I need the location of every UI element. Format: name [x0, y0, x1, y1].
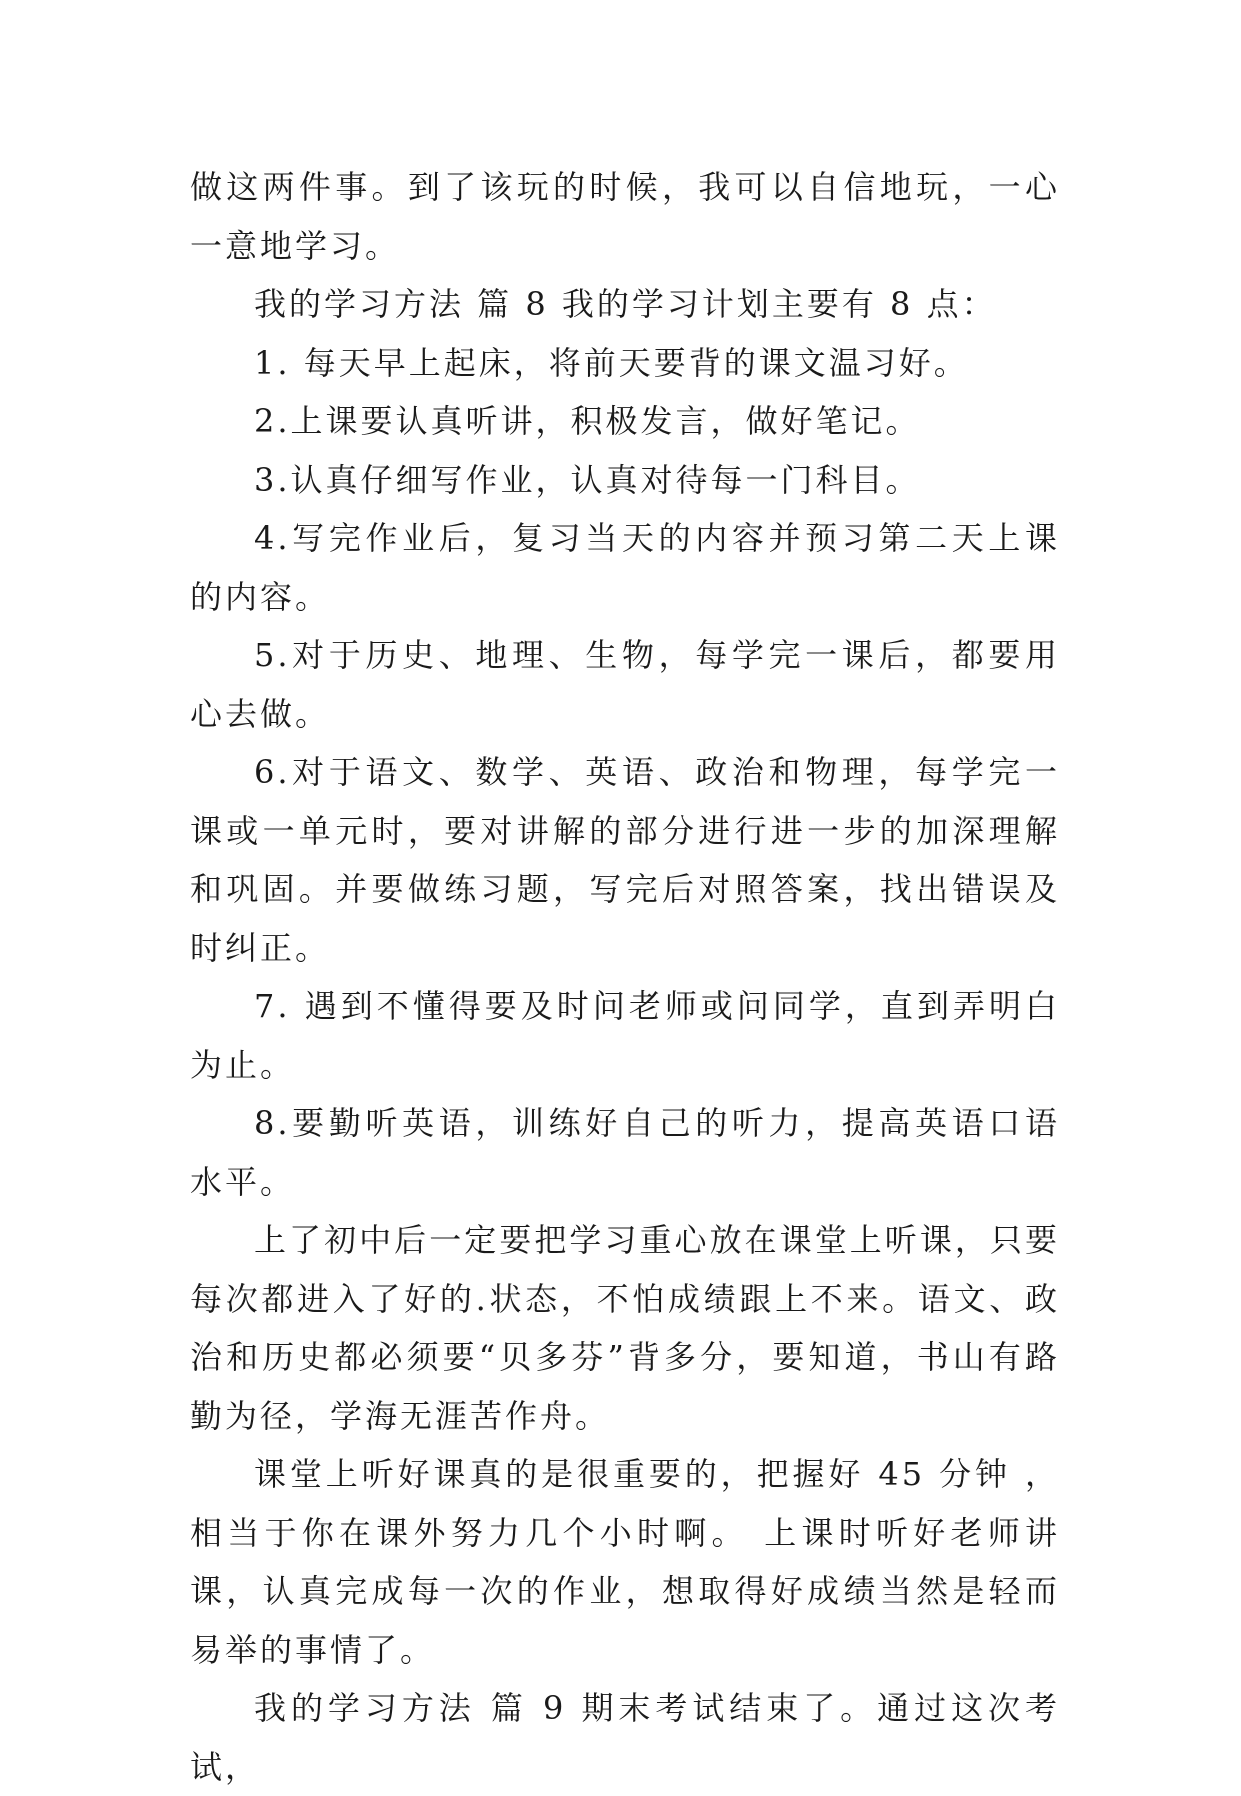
section-heading-paragraph: 我的学习方法 篇 9 期末考试结束了。通过这次考试， [190, 1689, 1060, 1786]
list-item: 1. 每天早上起床，将前天要背的课文温习好。 [254, 343, 969, 382]
list-item: 5.对于历史、地理、生物，每学完一课后，都要用心去做。 [190, 636, 1060, 733]
list-item: 8.要勤听英语，训练好自己的听力，提高英语口语水平。 [190, 1104, 1060, 1201]
list-item: 7. 遇到不懂得要及时问老师或问同学，直到弄明白为止。 [190, 987, 1060, 1084]
paragraph: 课堂上听好课真的是很重要的，把握好 45 分钟 ，相当于你在课外努力几个小时啊。 上课时听好老师讲课，认真完成每一次的作业，想取得好成绩当然是轻而易举的事情了。 [190, 1455, 1060, 1669]
paragraph: 做这两件事。到了该玩的时候，我可以自信地玩，一心一意地学习。 [190, 168, 1060, 265]
document-page [190, 158, 1060, 1796]
section-heading-paragraph: 我的学习方法 篇 8 我的学习计划主要有 8 点： [254, 285, 997, 323]
list-item: 2.上课要认真听讲，积极发言，做好笔记。 [254, 402, 921, 440]
list-item: 3.认真仔细写作业，认真对待每一门科目。 [254, 460, 921, 499]
list-item: 4.写完作业后，复习当天的内容并预习第二天上课的内容。 [190, 519, 1060, 616]
list-item: 6.对于语文、数学、英语、政治和物理，每学完一课或一单元时，要对讲解的部分进行进一步的加深理解和巩固。并要做练习题，写完后对照答案，找出错误及时纠正。 [190, 753, 1060, 967]
paragraph: 上了初中后一定要把学习重心放在课堂上听课，只要每次都进入了好的.状态，不怕成绩跟上不来。语文、政治和历史都必须要“贝多芬”背多分，要知道，书山有路勤为径，学海无涯苦作舟。 [190, 1221, 1060, 1435]
